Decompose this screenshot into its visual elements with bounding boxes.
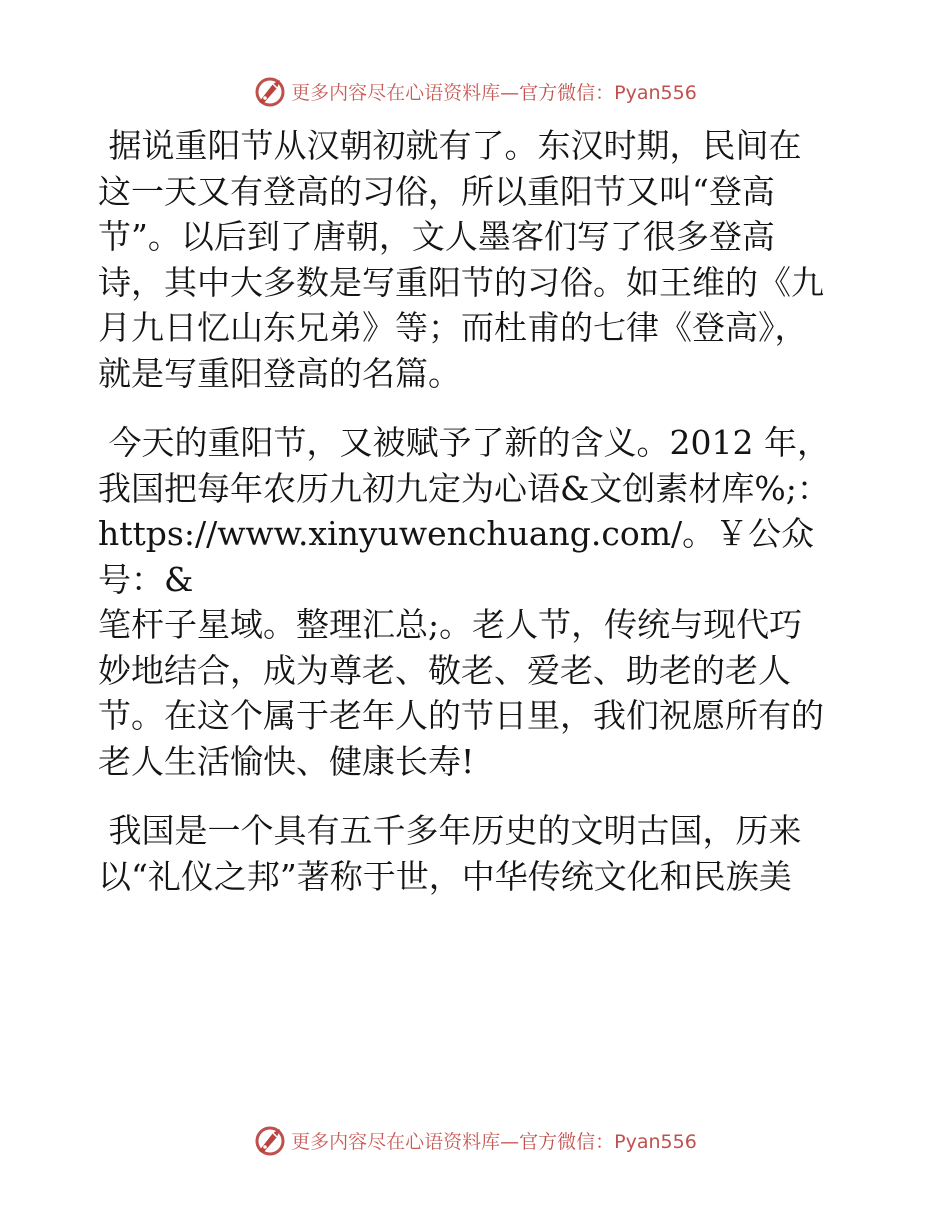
header-banner — [0, 71, 950, 111]
text-line: 就是写重阳登高的名篇。 — [98, 353, 461, 393]
text-line: 诗，其中大多数是写重阳节的习俗。如王维的《九 — [98, 262, 824, 302]
paragraph-3 — [98, 808, 858, 899]
text-line: 这一天又有登高的习俗，所以重阳节又叫“登高 — [98, 171, 775, 211]
text-line: 笔杆子星域。整理汇总;。老人节，传统与现代巧 — [98, 605, 803, 644]
text-line: 据说重阳节从汉朝初就有了。东汉时期，民间在 — [98, 126, 802, 165]
text-line: 今天的重阳节，又被赋予了新的含义。2012 年， — [98, 423, 830, 462]
text-line: 以“礼仪之邦”著称于世，中华传统文化和民族美 — [98, 856, 792, 896]
fountain-pen-logo-icon — [253, 1123, 287, 1157]
header-wechat-text: 官方微信：Pyan556 — [519, 81, 697, 104]
header-banner-text — [291, 78, 697, 105]
footer-banner-text — [291, 1127, 697, 1154]
text-line: 妙地结合，成为尊老、敬老、爱老、助老的老人 — [98, 650, 791, 690]
text-line: 月九日忆山东兄弟》等；而杜甫的七律《登高》， — [98, 308, 808, 347]
fountain-pen-logo-icon — [253, 74, 287, 108]
text-line: 节”。以后到了唐朝，文人墨客们写了很多登高 — [98, 217, 775, 256]
text-line: 老人生活愉快、健康长寿! — [98, 741, 475, 781]
text-line: 节。在这个属于老年人的节日里，我们祝愿所有的 — [98, 696, 824, 735]
text-line: 我国是一个具有五千多年历史的文明古国，历来 — [98, 811, 802, 850]
footer-site-text: 更多内容尽在心语资料库— — [291, 1130, 520, 1153]
footer-banner — [0, 1120, 950, 1160]
header-site-text: 更多内容尽在心语资料库— — [291, 81, 520, 104]
paragraph-2 — [98, 420, 858, 784]
document-body — [98, 123, 858, 899]
text-line: https://www.xinyuwenchuang.com/。￥公众号：& — [98, 514, 815, 599]
paragraph-1 — [98, 123, 858, 396]
footer-wechat-text: 官方微信：Pyan556 — [519, 1130, 697, 1153]
text-line: 我国把每年农历九初九定为心语&文创素材库%;： — [98, 468, 830, 508]
